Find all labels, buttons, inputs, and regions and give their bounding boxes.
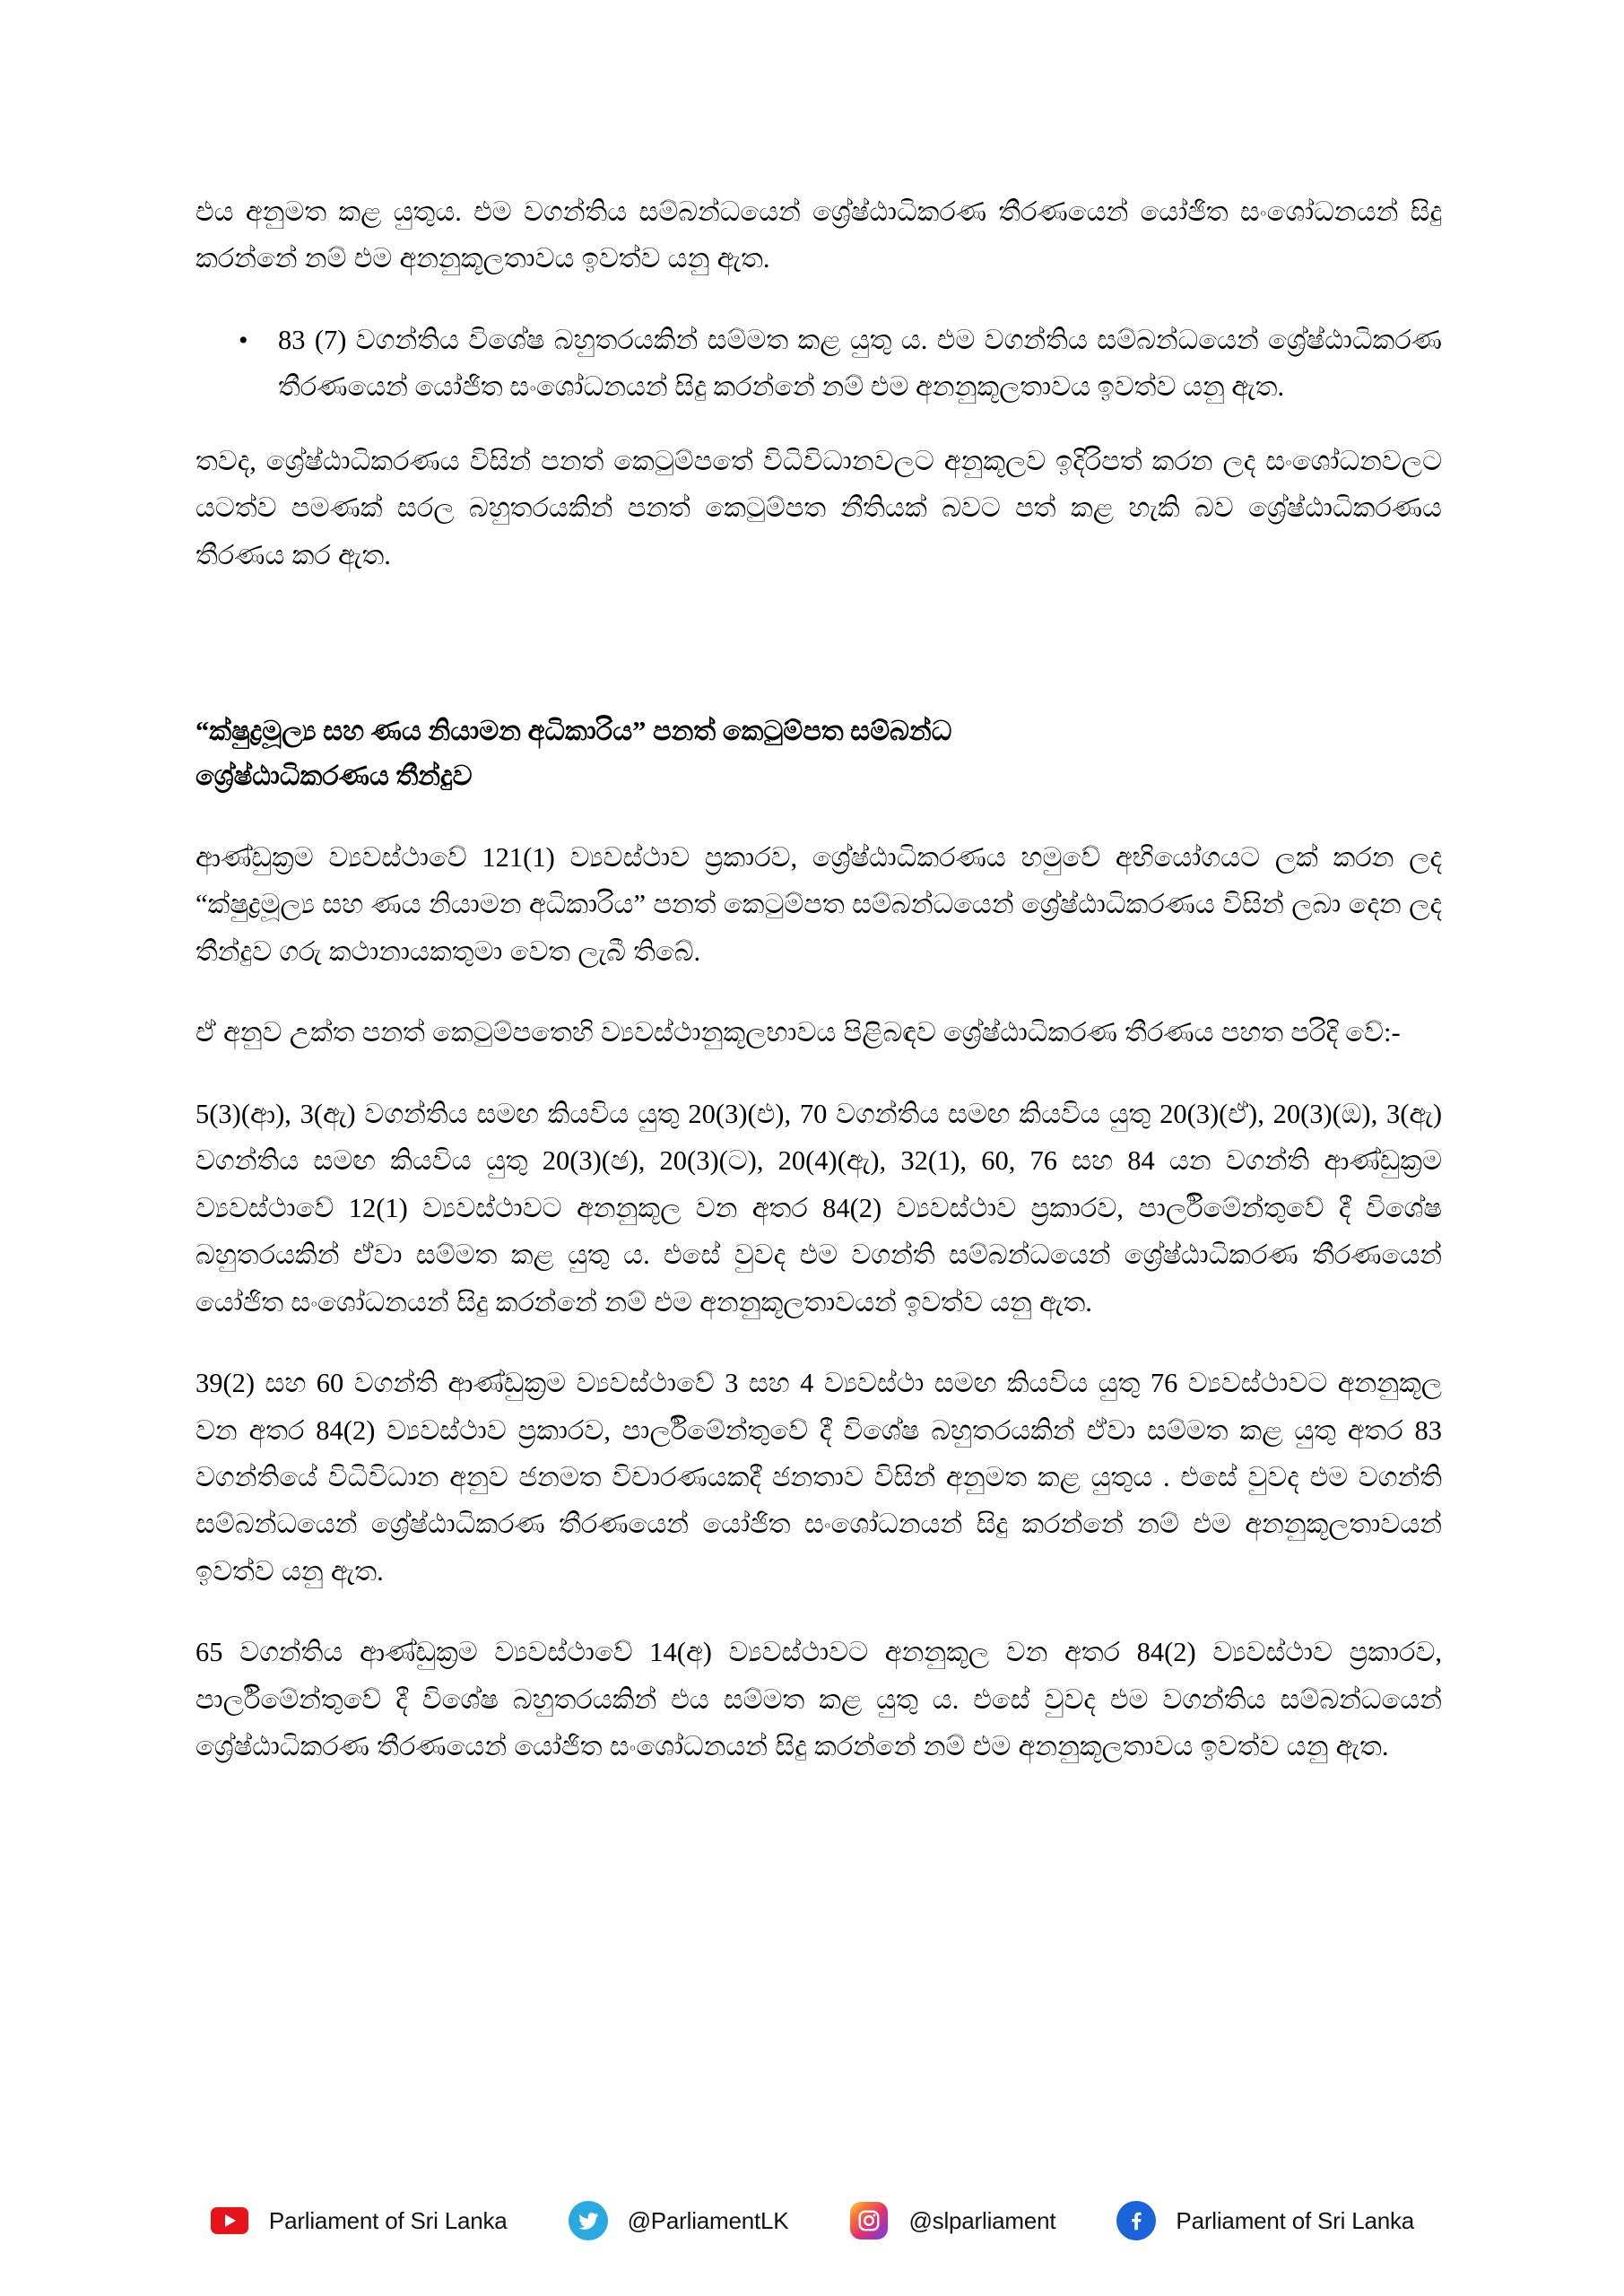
section-heading-line-2: ශ්‍රේෂ්ඨාධිකරණය තීන්දුව: [195, 760, 473, 791]
paragraph-tawada: තවද, ශ්‍රේෂ්ඨාධිකරණය විසින් පනත් කෙටුම්පතේ විධිවිධානවලට අනුකූලව ඉදිරිපත් කරන ලද සංශෝධනවලට යටත්ව පමණක් සරල බහුතරයකින් පනත් කෙටුම්පත නීතියක් බවට පත් කළ හැකි බව ශ්‍රේෂ්ඨාධිකරණය තීරණය කර ඇත.: [195, 445, 1442, 570]
paragraph-intro: එය අනුමත කළ යුතුය. එම වගන්තිය සම්බන්ධයෙන් ශ්‍රේෂ්ඨාධිකරණ තීරණයෙන් යෝජිත සංශෝධනයන් සිදු කරන්නේ නම් එම අනනුකූලතාවය ඉවත්ව යනු ඇත.: [195, 196, 1442, 274]
paragraph-determination-intro: ඒ අනුව උක්ත පනත් කෙටුම්පතෙහි ව්‍යවස්ථානුකූලභාවය පිළිබඳව ශ්‍රේෂ්ඨාධිකරණ තීරණය පහත පරිදි වේ:-: [195, 1017, 1401, 1048]
bullet-list: [195, 317, 1442, 411]
paragraph-clauses-group-2: 39(2) සහ 60 වගන්ති ආණ්ඩුක්‍රම ව්‍යවස්ථාවේ 3 සහ 4 ව්‍යවස්ථා සමඟ කියවිය යුතු 76 ව්‍යවස්ථාවට අනනුකූල වන අතර 84(2) ව්‍යවස්ථාව ප්‍රකාරව, පාර්ලිමේන්තුවේ දී විශේෂ බහුතරයකින් ඒවා සම්මත කළ යුතු අතර 83 වගන්තියේ විධිවිධාන අනුව ජනමත විචාරණයකදී ජනතාව විසින් අනුමත කළ යුතුය . එසේ වුවද එම වගන්ති සම්බන්ධයෙන් ශ්‍රේෂ්ඨාධිකරණ තීරණයෙන් යෝජිත සංශෝධනයන් සිදු කරන්නේ නම් එම අනනුකූලතාවයන් ඉවත්ව යනු ඇත.: [195, 1368, 1442, 1587]
heading-spacer: [195, 613, 1442, 639]
paragraph-article-121: ආණ්ඩුක්‍රම ව්‍යවස්ථාවේ 121(1) ව්‍යවස්ථාව ප්‍රකාරව, ශ්‍රේෂ්ඨාධිකරණය හමුවේ අභියෝගයට ලක් කරන ලද “ක්ෂුද්‍රමූල්‍ය සහ ණය නියාමන අධිකාරිය” පනත් කෙටුම්පත සම්බන්ධයෙන් ශ්‍රේෂ්ඨාධිකරණය විසින් ලබා දෙන ලද තීන්දුව ගරු කථානායකතුමා වෙත ලැබී තිබේ.: [195, 841, 1442, 967]
section-heading: [195, 709, 1442, 798]
social-label-twitter: @ParliamentLK: [627, 2206, 789, 2234]
list-item: [195, 317, 1442, 411]
social-link-youtube[interactable]: [210, 2201, 508, 2240]
social-label-facebook: Parliament of Sri Lanka: [1176, 2206, 1415, 2234]
social-label-youtube: Parliament of Sri Lanka: [268, 2206, 508, 2234]
twitter-icon: [569, 2201, 608, 2240]
social-footer: [0, 2201, 1624, 2240]
instagram-icon: [849, 2201, 889, 2240]
document-body: [195, 188, 1442, 1805]
section-heading-line-1: “ක්ෂුද්‍රමූල්‍ය සහ ණය නියාමන අධිකාරිය” පනත් කෙටුම්පත සම්බන්ධ: [195, 716, 952, 747]
paragraph-clauses-group-1: 5(3)(ආ), 3(ඇ) වගන්තිය සමඟ කියවිය යුතු 20(3)(එ), 70 වගන්තිය සමඟ කියවිය යුතු 20(3)(ඒ), 20(3)(ඔ), 3(ඇ) වගන්තිය සමඟ කියවිය යුතු 20(3)(ඡ), 20(3)(ට), 20(4)(ඇ), 32(1), 60, 76 සහ 84 යන වගන්ති ආණ්ඩුක්‍රම ව්‍යවස්ථාවේ 12(1) ව්‍යවස්ථාවට අනනුකූල වන අතර 84(2) ව්‍යවස්ථාව ප්‍රකාරව, පාර්ලිමේන්තුවේ දී විශේෂ බහුතරයකින් ඒවා සම්මත කළ යුතු ය. එසේ වුවද එම වගන්ති සම්බන්ධයෙන් ශ්‍රේෂ්ඨාධිකරණ තීරණයෙන් යෝජිත සංශෝධනයන් සිදු කරන්නේ නම් එම අනනුකූලතාවයන් ඉවත්ව යනු ඇත.: [195, 1098, 1442, 1318]
facebook-icon: [1116, 2201, 1156, 2240]
youtube-icon: [210, 2201, 249, 2240]
paragraph-clauses-group-3: 65 වගන්තිය ආණ්ඩුක්‍රම ව්‍යවස්ථාවේ 14(අ) ව්‍යවස්ථාවට අනනුකූල වන අතර 84(2) ව්‍යවස්ථාව ප්‍රකාරව, පාර්ලිමේන්තුවේ දී විශේෂ බහුතරයකින් එය සම්මත කළ යුතු ය. එසේ වුවද එම වගන්තිය සම්බන්ධයෙන් ශ්‍රේෂ්ඨාධිකරණ තීරණයෙන් යෝජිත සංශෝධනයන් සිදු කරන්නේ නම් එම අනනුකූලතාවය ඉවත්ව යනු ඇත.: [195, 1637, 1442, 1762]
social-link-twitter[interactable]: [569, 2201, 789, 2240]
social-link-instagram[interactable]: [849, 2201, 1055, 2240]
bullet-marker-icon: •: [239, 326, 248, 356]
list-item-text: 83 (7) වගන්තිය විශේෂ බහුතරයකින් සම්මත කළ යුතු ය. එම වගන්තිය සම්බන්ධයෙන් ශ්‍රේෂ්ඨාධිකරණ තීරණයෙන් යෝජිත සංශෝධනයන් සිදු කරන්නේ නම් එම අනනුකූලතාවය ඉවත්ව යනු ඇත.: [278, 324, 1442, 403]
social-label-instagram: @slparliament: [908, 2206, 1056, 2234]
social-link-facebook[interactable]: [1116, 2201, 1414, 2240]
